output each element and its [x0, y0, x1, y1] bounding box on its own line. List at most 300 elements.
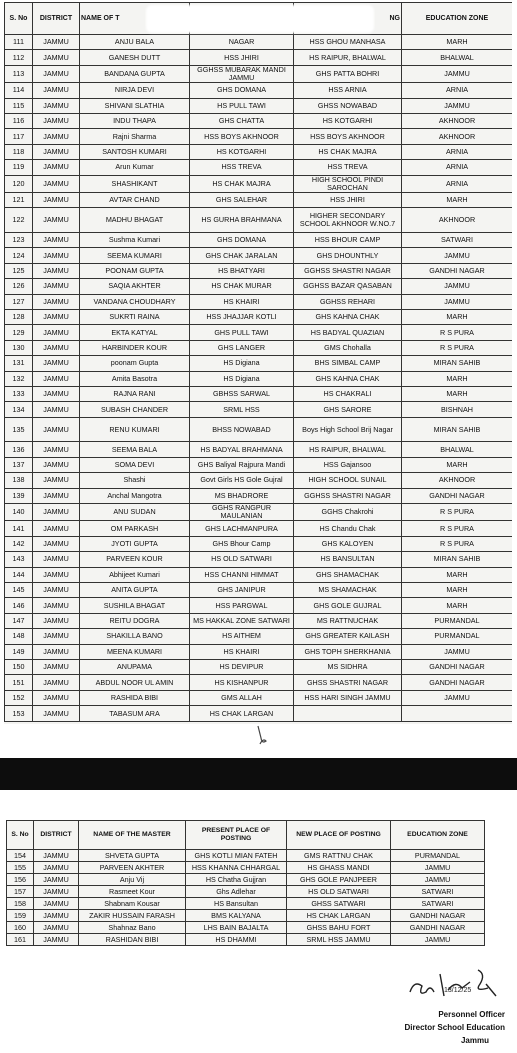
table-cell: VANDANA CHOUDHARY — [80, 294, 190, 309]
document-page-2 — [6, 820, 484, 946]
table-cell: JAMMU — [391, 874, 485, 886]
table-cell: 112 — [5, 50, 33, 65]
table-cell: NAGAR — [190, 35, 294, 50]
table-cell: MADHU BHAGAT — [80, 208, 190, 233]
table-cell: JAMMU — [391, 862, 485, 874]
table-cell: OM PARKASH — [80, 521, 190, 536]
table-cell: 141 — [5, 521, 33, 536]
table-row — [5, 371, 513, 386]
table-cell: GHSS SHASTRI NAGAR — [294, 675, 402, 690]
table-cell: MEENA KUMARI — [80, 644, 190, 659]
table-cell: 135 — [5, 417, 33, 442]
table-cell: GHS SALEHAR — [190, 193, 294, 208]
table-cell: Abhijeet Kumari — [80, 567, 190, 582]
table-cell: RASHIDA BIBI — [80, 690, 190, 705]
table-cell: HS Digiana — [190, 371, 294, 386]
table-row — [5, 175, 513, 192]
table-row — [5, 279, 513, 294]
table-row — [5, 417, 513, 442]
table-cell: GGHSS SHASTRI NAGAR — [294, 263, 402, 278]
table-cell: JAMMU — [33, 263, 80, 278]
table-cell: LHS BAIN BAJALTA — [186, 922, 287, 934]
table-row — [5, 325, 513, 340]
table-row — [5, 208, 513, 233]
table-cell: REITU DOGRA — [80, 613, 190, 628]
table-row — [5, 473, 513, 488]
table-cell: GANDHI NAGAR — [391, 922, 485, 934]
table-row — [5, 386, 513, 401]
table-cell: JAMMU — [33, 356, 80, 371]
table-cell: AKHNOOR — [402, 473, 513, 488]
table-cell: JAMMU — [33, 417, 80, 442]
table-row — [5, 294, 513, 309]
table-cell: MIRAN SAHIB — [402, 417, 513, 442]
table-cell: GHS DHOUNTHLY — [294, 248, 402, 263]
table-cell: JAMMU — [33, 340, 80, 355]
table-row — [5, 706, 513, 722]
table-cell: 132 — [5, 371, 33, 386]
table-cell: 146 — [5, 598, 33, 613]
table-row — [7, 922, 485, 934]
table-cell: JAMMU — [33, 294, 80, 309]
table-cell: JAMMU — [33, 488, 80, 503]
table-cell: HSS PARGWAL — [190, 598, 294, 613]
table-cell: HSS Gajansoo — [294, 457, 402, 472]
table-cell: GHS PULL TAWI — [190, 325, 294, 340]
table-cell: ABDUL NOOR UL AMIN — [80, 675, 190, 690]
header2-present: PRESENT PLACE OF POSTING — [186, 821, 287, 850]
table-cell: JAMMU — [34, 874, 79, 886]
table-cell: JAMMU — [33, 706, 80, 722]
table-cell: JAMMU — [33, 521, 80, 536]
table-cell: JAMMU — [34, 898, 79, 910]
table-cell: 133 — [5, 386, 33, 401]
table-cell: HS CHAK MAJRA — [294, 144, 402, 159]
table-cell: BHS SIMBAL CAMP — [294, 356, 402, 371]
table-cell: 128 — [5, 310, 33, 325]
table-cell: AVTAR CHAND — [80, 193, 190, 208]
table-cell: SAQIA AKHTER — [80, 279, 190, 294]
table-cell: 124 — [5, 248, 33, 263]
signature-place: Jammu — [460, 1036, 489, 1045]
table-cell: ARNIA — [402, 175, 513, 192]
table-row — [5, 340, 513, 355]
table-cell: JAMMU — [34, 922, 79, 934]
table-cell: HS DEVIPUR — [190, 659, 294, 674]
table-cell: GMS RATTNU CHAK — [287, 850, 391, 862]
table-cell: JAMMU — [33, 659, 80, 674]
table-cell: HS BANSULTAN — [294, 552, 402, 567]
table-cell: HSS BHOUR CAMP — [294, 233, 402, 248]
table-row — [5, 83, 513, 98]
table-cell: 113 — [5, 65, 33, 82]
table-cell: HS BHATYARI — [190, 263, 294, 278]
table-cell: JAMMU — [33, 386, 80, 401]
table-cell: ZAKIR HUSSAIN FARASH — [79, 910, 186, 922]
table-cell: JAMMU — [33, 83, 80, 98]
table-cell: GHS JANIPUR — [190, 582, 294, 597]
table-cell: HS Chatha Gujjran — [186, 874, 287, 886]
table-cell: JAMMU — [402, 279, 513, 294]
table-row — [5, 310, 513, 325]
table-cell: JAMMU — [33, 503, 80, 520]
table-cell: PARVEEN KOUR — [80, 552, 190, 567]
table-cell: JAMMU — [33, 598, 80, 613]
table-cell: Shabnam Kousar — [79, 898, 186, 910]
table-cell: HS BADYAL QUAZIAN — [294, 325, 402, 340]
table-cell: HIGH SCHOOL PINDI SAROCHAN — [294, 175, 402, 192]
table-cell: HSS BOYS AKHNOOR — [190, 129, 294, 144]
table-cell: MS RATTNUCHAK — [294, 613, 402, 628]
table-cell: 142 — [5, 536, 33, 551]
table-cell: 143 — [5, 552, 33, 567]
table-row — [5, 160, 513, 175]
table-cell: R S PURA — [402, 521, 513, 536]
table-cell: 126 — [5, 279, 33, 294]
table-cell: RAJNA RANI — [80, 386, 190, 401]
table-cell: HS CHAK LARGAN — [190, 706, 294, 722]
header2-new: NEW PLACE OF POSTING — [287, 821, 391, 850]
header-district: DISTRICT — [33, 3, 80, 35]
table-cell: 120 — [5, 175, 33, 192]
table-cell: MARH — [402, 598, 513, 613]
table-cell: 138 — [5, 473, 33, 488]
table-cell: JAMMU — [33, 325, 80, 340]
table-cell: GHS DOMANA — [190, 233, 294, 248]
table-row — [5, 144, 513, 159]
table-cell: GGHSS MUBARAK MANDI JAMMU — [190, 65, 294, 82]
table-cell: SUKRTI RAINA — [80, 310, 190, 325]
table-cell: SATWARI — [391, 898, 485, 910]
table-cell: GHS CHAK JARALAN — [190, 248, 294, 263]
table-cell: GMS Chohalla — [294, 340, 402, 355]
table-cell: JAMMU — [402, 690, 513, 705]
table-cell: MARH — [402, 371, 513, 386]
table-cell: Anchal Mangotra — [80, 488, 190, 503]
table-cell: JAMMU — [34, 934, 79, 946]
table-cell: SUSHILA BHAGAT — [80, 598, 190, 613]
table-cell: GGHSS BAZAR QASABAN — [294, 279, 402, 294]
table-cell: HSS HARI SINGH JAMMU — [294, 690, 402, 705]
table-cell: HS KHAIRI — [190, 294, 294, 309]
table-row — [5, 552, 513, 567]
table-cell: JAMMU — [33, 233, 80, 248]
header-new: NG — [294, 3, 402, 35]
table-cell: MARH — [402, 582, 513, 597]
table-cell: GHS KAHNA CHAK — [294, 371, 402, 386]
table-cell: JAMMU — [33, 442, 80, 457]
table-cell: JAMMU — [33, 371, 80, 386]
table-cell: 161 — [7, 934, 34, 946]
table-cell: HS GURHA BRAHMANA — [190, 208, 294, 233]
table-cell: GHS LANGER — [190, 340, 294, 355]
table-cell: JAMMU — [33, 457, 80, 472]
table-row — [7, 886, 485, 898]
table-cell: R S PURA — [402, 325, 513, 340]
table-cell: GANDHI NAGAR — [402, 675, 513, 690]
table-cell: 144 — [5, 567, 33, 582]
table-row — [5, 690, 513, 705]
table-cell: GANESH DUTT — [80, 50, 190, 65]
table-cell: HS CHAK MURAR — [190, 279, 294, 294]
table-cell: GANDHI NAGAR — [402, 659, 513, 674]
table-cell: HS PULL TAWI — [190, 98, 294, 113]
table-cell: 134 — [5, 402, 33, 417]
signature-scribble-icon — [400, 962, 510, 1012]
table-cell: BHALWAL — [402, 50, 513, 65]
table-cell: JAMMU — [391, 934, 485, 946]
table-cell: MS SHAMACHAK — [294, 582, 402, 597]
table-cell: GANDHI NAGAR — [402, 488, 513, 503]
table-cell: SATWARI — [391, 886, 485, 898]
table-cell: PURMANDAL — [391, 850, 485, 862]
table-cell: GGHS RANGPUR MAULANIAN — [190, 503, 294, 520]
table-cell — [294, 706, 402, 722]
table-row — [7, 850, 485, 862]
table-cell: 158 — [7, 898, 34, 910]
header-name: NAME OF T — [80, 3, 190, 35]
table-cell: HIGHER SECONDARY SCHOOL AKHNOOR W.NO.7 — [294, 208, 402, 233]
table-cell: 118 — [5, 144, 33, 159]
table-cell: MARH — [402, 35, 513, 50]
table-cell: GGHSS SHASTRI NAGAR — [294, 488, 402, 503]
table-cell: SRML HSS JAMMU — [287, 934, 391, 946]
table-cell: JAMMU — [402, 65, 513, 82]
table-cell: 129 — [5, 325, 33, 340]
table-cell: JAMMU — [33, 629, 80, 644]
table-cell: HSS ARNIA — [294, 83, 402, 98]
table-cell: 136 — [5, 442, 33, 457]
table-row — [5, 582, 513, 597]
table-cell: JAMMU — [33, 208, 80, 233]
table-cell: HS RAIPUR, BHALWAL — [294, 50, 402, 65]
table-cell: HSS JHIRI — [294, 193, 402, 208]
table-row — [7, 910, 485, 922]
table-cell: MS BHADRORE — [190, 488, 294, 503]
table-cell: HS CHAKRALI — [294, 386, 402, 401]
table-cell: JAMMU — [33, 310, 80, 325]
table-row — [5, 503, 513, 520]
table-cell: JAMMU — [33, 644, 80, 659]
table-cell: 139 — [5, 488, 33, 503]
table-cell: 119 — [5, 160, 33, 175]
table-cell: JAMMU — [33, 613, 80, 628]
table-cell: Amita Basotra — [80, 371, 190, 386]
table-cell: JAMMU — [33, 675, 80, 690]
table-row — [5, 675, 513, 690]
table-cell: JAMMU — [33, 50, 80, 65]
table-cell: PURMANDAL — [402, 629, 513, 644]
table-cell: Anju Vij — [79, 874, 186, 886]
table-cell: 123 — [5, 233, 33, 248]
table-cell: JAMMU — [402, 294, 513, 309]
table-row — [5, 567, 513, 582]
table-cell: SRML HSS — [190, 402, 294, 417]
table-cell — [402, 706, 513, 722]
table-cell: GMS ALLAH — [190, 690, 294, 705]
table-cell: HS RAIPUR, BHALWAL — [294, 442, 402, 457]
table-cell: HSS TREVA — [190, 160, 294, 175]
table-cell: MS SIDHRA — [294, 659, 402, 674]
table-cell: GHS KOTLI MIAN FATEH — [186, 850, 287, 862]
table-cell: GHS KAHNA CHAK — [294, 310, 402, 325]
document-page-1 — [4, 2, 512, 724]
table-cell: 115 — [5, 98, 33, 113]
table-cell: ANU SUDAN — [80, 503, 190, 520]
table-cell: MARH — [402, 386, 513, 401]
header2-name: NAME OF THE MASTER — [79, 821, 186, 850]
table-row — [5, 114, 513, 129]
table-cell: HS CHAK MAJRA — [190, 175, 294, 192]
table-cell: HSS TREVA — [294, 160, 402, 175]
table-row — [7, 862, 485, 874]
table-cell: ARNIA — [402, 144, 513, 159]
table-cell: JAMMU — [33, 65, 80, 82]
table-cell: BANDANA GUPTA — [80, 65, 190, 82]
table-cell: HS Digiana — [190, 356, 294, 371]
table-cell: 130 — [5, 340, 33, 355]
table-cell: 137 — [5, 457, 33, 472]
table-cell: Boys High School Brij Nagar — [294, 417, 402, 442]
table-row — [7, 934, 485, 946]
pen-mark-icon — [252, 724, 272, 748]
table-cell: GHS CHATTA — [190, 114, 294, 129]
table-cell: HS OLD SATWARI — [287, 886, 391, 898]
svg-text:13/12/25: 13/12/25 — [444, 987, 472, 994]
table-row — [5, 233, 513, 248]
table-row — [7, 874, 485, 886]
table-cell: 151 — [5, 675, 33, 690]
table-cell: JAMMU — [33, 175, 80, 192]
table-cell: SHAKILLA BANO — [80, 629, 190, 644]
header2-district: DISTRICT — [34, 821, 79, 850]
table-cell: MIRAN SAHIB — [402, 356, 513, 371]
table-cell: GHS Baliyal Rajpura Mandi — [190, 457, 294, 472]
table-cell: JAMMU — [33, 129, 80, 144]
table-cell: 149 — [5, 644, 33, 659]
table-cell: AKHNOOR — [402, 129, 513, 144]
table-cell: SEEMA KUMARI — [80, 248, 190, 263]
table-cell: Govt Girls HS Gole Gujral — [190, 473, 294, 488]
table-cell: JAMMU — [33, 536, 80, 551]
table-cell: poonam Gupta — [80, 356, 190, 371]
table-cell: HSS JHAJJAR KOTLI — [190, 310, 294, 325]
table-row — [5, 598, 513, 613]
table-cell: Shahnaz Bano — [79, 922, 186, 934]
table-cell: JAMMU — [33, 193, 80, 208]
table-cell: 150 — [5, 659, 33, 674]
table-cell: EKTA KATYAL — [80, 325, 190, 340]
table-row — [5, 402, 513, 417]
table-cell: HSS GHOU MANHASA — [294, 35, 402, 50]
table-cell: ANJU BALA — [80, 35, 190, 50]
table-cell: 127 — [5, 294, 33, 309]
table-cell: POONAM GUPTA — [80, 263, 190, 278]
table-cell: Sushma Kumari — [80, 233, 190, 248]
table-cell: 131 — [5, 356, 33, 371]
table-cell: HS KOTGARHI — [294, 114, 402, 129]
table-cell: R S PURA — [402, 536, 513, 551]
table-cell: MS HAKKAL ZONE SATWARI — [190, 613, 294, 628]
table-cell: SANTOSH KUMARI — [80, 144, 190, 159]
table-cell: JAMMU — [33, 248, 80, 263]
table-row — [5, 65, 513, 82]
table-cell: Rasmeet Kour — [79, 886, 186, 898]
table-cell: JAMMU — [33, 35, 80, 50]
table-row — [5, 629, 513, 644]
table-row — [7, 898, 485, 910]
table-cell: SHIVANI SLATHIA — [80, 98, 190, 113]
table-cell: 122 — [5, 208, 33, 233]
table-cell: JAMMU — [33, 552, 80, 567]
table-cell: 154 — [7, 850, 34, 862]
table-cell: JAMMU — [402, 98, 513, 113]
table-cell: JYOTI GUPTA — [80, 536, 190, 551]
table-cell: R S PURA — [402, 340, 513, 355]
table-row — [5, 356, 513, 371]
table-cell: SUBASH CHANDER — [80, 402, 190, 417]
table-cell: BMS KALYANA — [186, 910, 287, 922]
table-cell: JAMMU — [33, 144, 80, 159]
table-cell: SHASHIKANT — [80, 175, 190, 192]
table-cell: RASHIDAN BIBI — [79, 934, 186, 946]
header-sno: S. No — [5, 3, 33, 35]
table-cell: 116 — [5, 114, 33, 129]
table-cell: HS KHAIRI — [190, 644, 294, 659]
table-cell: GHS SARORE — [294, 402, 402, 417]
table-cell: 140 — [5, 503, 33, 520]
table-cell: HS KOTGARHI — [190, 144, 294, 159]
table-cell: MIRAN SAHIB — [402, 552, 513, 567]
table-cell: JAMMU — [33, 473, 80, 488]
table-cell: SHVETA GUPTA — [79, 850, 186, 862]
table-cell: JAMMU — [33, 582, 80, 597]
table-cell: PARVEEN AKHTER — [79, 862, 186, 874]
table-cell: HS CHAK LARGAN — [287, 910, 391, 922]
table-cell: ARNIA — [402, 83, 513, 98]
table-row — [5, 50, 513, 65]
table-cell: GHS TOPH SHERKHANIA — [294, 644, 402, 659]
table-cell: HS OLD SATWARI — [190, 552, 294, 567]
table-cell: JAMMU — [33, 279, 80, 294]
table-cell: GHS KALOYEN — [294, 536, 402, 551]
table-cell: Shashi — [80, 473, 190, 488]
table-row — [5, 521, 513, 536]
table-row — [5, 35, 513, 50]
table-cell: HSS BOYS AKHNOOR — [294, 129, 402, 144]
table-cell: GHS Bhour Camp — [190, 536, 294, 551]
table-cell: HS AITHEM — [190, 629, 294, 644]
table-cell: JAMMU — [402, 644, 513, 659]
table-cell: JAMMU — [33, 160, 80, 175]
table-cell: GHS GOLE GUJRAL — [294, 598, 402, 613]
table-cell: Rajni Sharma — [80, 129, 190, 144]
table-cell: 125 — [5, 263, 33, 278]
table-cell: HS DHAMMI — [186, 934, 287, 946]
table-cell: GHSS SATWARI — [287, 898, 391, 910]
table-cell: HS Bansultan — [186, 898, 287, 910]
transfer-table-2 — [6, 820, 485, 946]
table-cell: MARH — [402, 567, 513, 582]
table-cell: 153 — [5, 706, 33, 722]
scan-separator-band — [0, 758, 517, 790]
header-zone: EDUCATION ZONE — [402, 3, 513, 35]
table-cell: JAMMU — [402, 248, 513, 263]
table-cell: HSS KHANNA CHHARGAL — [186, 862, 287, 874]
table-cell: JAMMU — [34, 850, 79, 862]
table-cell: JAMMU — [33, 98, 80, 113]
table-cell: 157 — [7, 886, 34, 898]
